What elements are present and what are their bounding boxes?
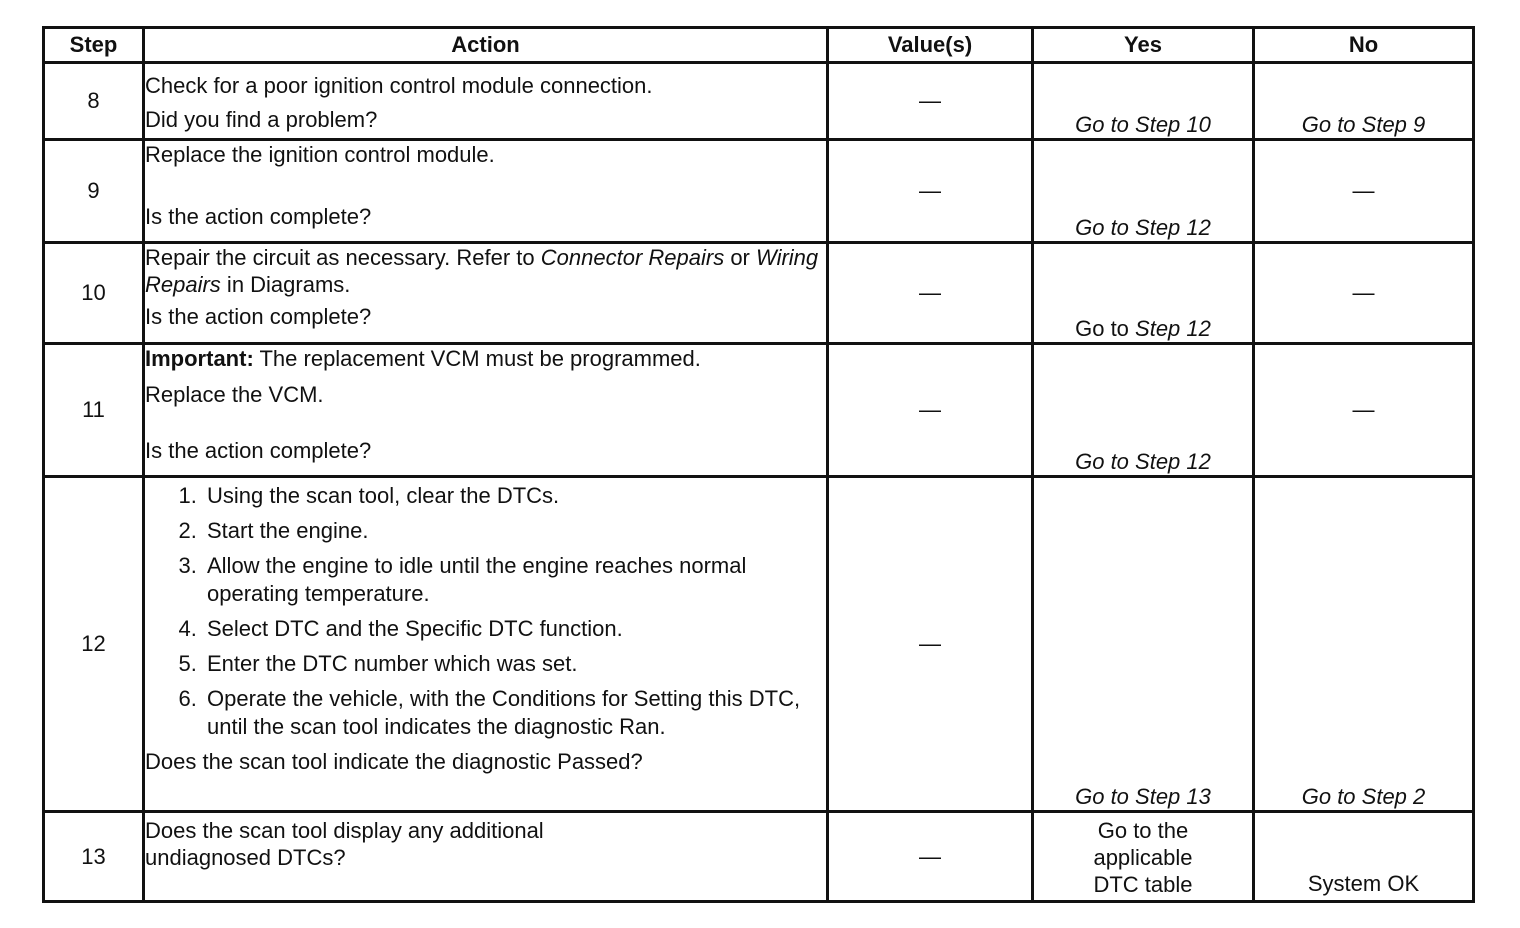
step-number: 10	[44, 243, 144, 344]
header-no: No	[1254, 28, 1474, 63]
step-number: 12	[44, 477, 144, 812]
action-question: Does the scan tool indicate the diagnostic Passed?	[145, 749, 643, 774]
no-cell: Go to Step 2	[1254, 477, 1474, 812]
yes-cell: Go to the applicable DTC table	[1033, 812, 1254, 902]
yes-cell: Go to Step 12	[1033, 344, 1254, 477]
no-cell: System OK	[1254, 812, 1474, 902]
no-cell: Go to Step 9	[1254, 63, 1474, 140]
action-cell	[144, 140, 828, 243]
header-step: Step	[44, 28, 144, 63]
important-note: Important: The replacement VCM must be programmed.	[145, 346, 701, 371]
table-row-step-11	[44, 344, 1474, 477]
action-cell	[144, 812, 828, 902]
connector-repairs-ref: Connector Repairs	[540, 245, 725, 270]
list-item: 2. Start the engine.	[203, 517, 826, 545]
action-question: Is the action complete?	[145, 304, 372, 329]
yes-cell: Go to Step 10	[1033, 63, 1254, 140]
yes-cell: Go to Step 12	[1033, 243, 1254, 344]
diagnostic-table	[42, 26, 1475, 903]
table-row-step-13	[44, 812, 1474, 902]
step-number: 11	[44, 344, 144, 477]
step-number: 13	[44, 812, 144, 902]
list-item: 6. Operate the vehicle, with the Conditions for Setting this DTC, until the scan tool indicates the diagnostic Ran.	[203, 685, 826, 741]
action-cell	[144, 63, 828, 140]
yes-cell: Go to Step 13	[1033, 477, 1254, 812]
table-row-step-8	[44, 63, 1474, 140]
action-cell	[144, 477, 828, 812]
table-row-step-12	[44, 477, 1474, 812]
step-number: 9	[44, 140, 144, 243]
list-item: 5. Enter the DTC number which was set.	[203, 650, 826, 678]
list-item: 3. Allow the engine to idle until the engine reaches normal operating temperature.	[203, 552, 826, 608]
wiring-repairs-ref: Wiring Repairs	[145, 245, 819, 297]
action-cell	[144, 344, 828, 477]
action-cell	[144, 243, 828, 344]
value-cell: —	[828, 63, 1033, 140]
yes-cell: Go to Step 12	[1033, 140, 1254, 243]
no-cell: —	[1254, 344, 1474, 477]
header-yes: Yes	[1033, 28, 1254, 63]
action-question: Is the action complete?	[145, 438, 372, 463]
step-number: 8	[44, 63, 144, 140]
action-text: Replace the ignition control module.	[145, 142, 495, 167]
table-row-step-10	[44, 243, 1474, 344]
header-row	[44, 28, 1474, 63]
value-cell: —	[828, 477, 1033, 812]
action-text: Replace the VCM.	[145, 382, 324, 407]
table-row-step-9	[44, 140, 1474, 243]
no-cell: —	[1254, 140, 1474, 243]
value-cell: —	[828, 344, 1033, 477]
action-text: Repair the circuit as necessary. Refer to Connector Repairs or Wiring Repairs in Diagrams.	[145, 245, 819, 297]
action-question: Did you find a problem?	[145, 107, 378, 132]
header-values: Value(s)	[828, 28, 1033, 63]
value-cell: —	[828, 812, 1033, 902]
no-cell: —	[1254, 243, 1474, 344]
action-text: Check for a poor ignition control module connection.	[145, 73, 653, 98]
list-item: 4. Select DTC and the Specific DTC function.	[203, 615, 826, 643]
header-action: Action	[144, 28, 828, 63]
value-cell: —	[828, 243, 1033, 344]
list-item: 1. Using the scan tool, clear the DTCs.	[203, 482, 826, 510]
procedure-list	[145, 482, 826, 741]
value-cell: —	[828, 140, 1033, 243]
action-question: Is the action complete?	[145, 204, 372, 229]
action-question: Does the scan tool display any additional undiagnosed DTCs?	[145, 818, 544, 870]
